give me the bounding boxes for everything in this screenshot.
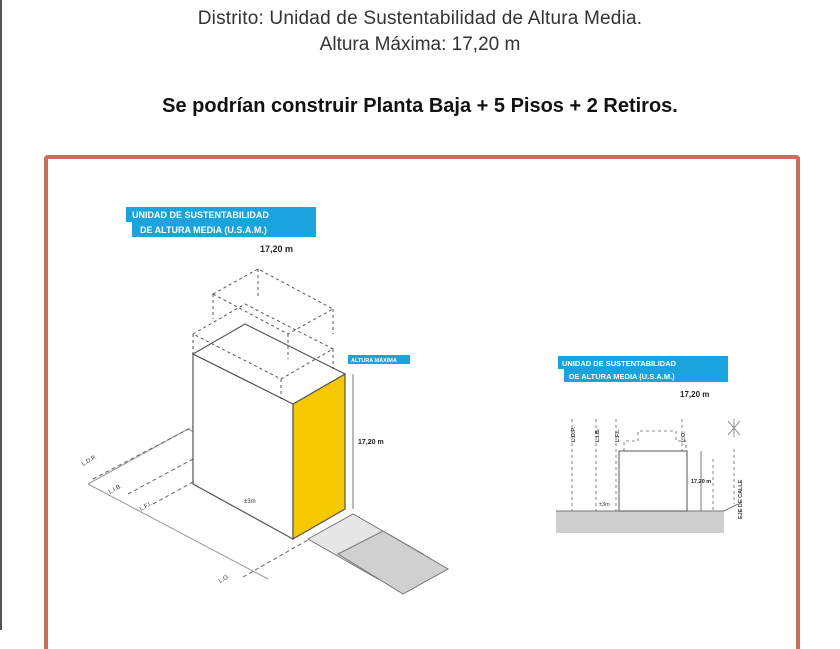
section-label-street-axis: EJE DE CALLE <box>738 479 744 519</box>
section-diagram <box>556 356 744 533</box>
section-setbacks <box>624 431 686 451</box>
diagram-frame <box>44 155 800 649</box>
tree-symbol <box>728 419 740 437</box>
iso-setback-label: ±3m <box>244 499 256 505</box>
ground-line-1 <box>88 429 188 484</box>
section-height-value: 17,20 m <box>680 390 710 399</box>
section-label-lo: L.O. <box>681 431 687 442</box>
lib-dashed <box>128 459 193 494</box>
district-title: Distrito: Unidad de Sustentabilidad de Altura Media. <box>197 8 643 29</box>
section-curb <box>724 504 738 511</box>
section-label-lfi: L.F.I. <box>615 429 621 442</box>
section-height-dim: 17,20 m <box>691 479 712 485</box>
lfi-dashed <box>153 482 193 504</box>
section-label-lib: L.I.B. <box>595 428 601 442</box>
iso-usam-tag-line1: UNIDAD DE SUSTENTABILIDAD <box>132 210 269 220</box>
iso-label-ldp: L.D.P. <box>81 454 98 468</box>
iso-label-lib: L.I.B. <box>108 483 124 496</box>
iso-height-value: 17,20 m <box>260 244 294 254</box>
section-ground <box>556 511 724 533</box>
iso-height-dim: 17,20 m <box>358 439 384 446</box>
iso-label-lo: L.O. <box>218 573 231 585</box>
section-usam-tag-line2: DE ALTURA MEDIA (U.S.A.M.) <box>569 372 675 381</box>
iso-max-height-tag: ALTURA MÁXIMA <box>351 358 397 364</box>
iso-label-lfi: L.F.I. <box>139 501 154 513</box>
buildable-summary: Se podrían construir Planta Baja + 5 Pisos + 2 Retiros. <box>162 95 678 117</box>
iso-diagram <box>81 207 448 594</box>
ldp-dashed <box>93 424 198 479</box>
max-height-text: Altura Máxima: 17,20 m <box>319 34 521 55</box>
section-building <box>619 451 687 511</box>
section-setback-label: ±3m <box>599 502 610 508</box>
iso-usam-tag-line2: DE ALTURA MEDIA (U.S.A.M.) <box>140 225 267 235</box>
section-label-ldp: L.D.P. <box>571 427 577 442</box>
section-usam-tag-line1: UNIDAD DE SUSTENTABILIDAD <box>562 359 677 368</box>
zoning-diagram <box>48 159 796 639</box>
